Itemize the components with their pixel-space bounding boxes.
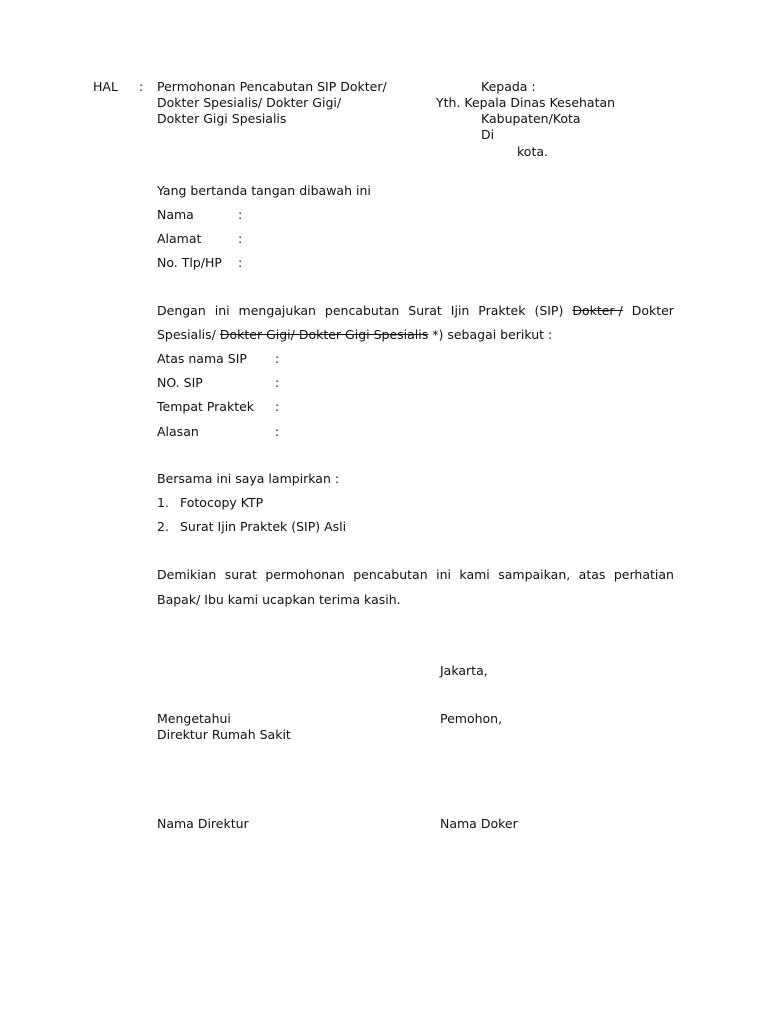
request-word: Surat — [408, 303, 442, 318]
recipient-di: Di — [481, 127, 495, 142]
closing-word: Demikian — [157, 567, 217, 582]
identity-colon-alamat: : — [238, 231, 243, 246]
identity-label-telp: No. Tlp/HP — [157, 255, 222, 270]
signature-left-title-2: Direktur Rumah Sakit — [157, 727, 291, 742]
request-word: pencabutan — [324, 303, 400, 318]
request-word: (SIP) — [534, 303, 564, 318]
recipient-kepada: Kepada : — [481, 79, 536, 94]
closing-word: perhatian — [613, 567, 674, 582]
closing-word: kami — [459, 567, 490, 582]
sip-colon-no: : — [275, 375, 280, 390]
signature-left-title-1: Mengetahui — [157, 711, 231, 726]
request-word: Ijin — [450, 303, 470, 318]
request-line2-start: Spesialis/ — [157, 327, 216, 342]
attachments-intro: Bersama ini saya lampirkan : — [157, 471, 340, 486]
attachment-item: Fotocopy KTP — [180, 495, 264, 510]
recipient-kota: kota. — [517, 144, 548, 159]
request-struck-option: Dokter / — [572, 303, 623, 318]
closing-word: sampaikan, — [498, 567, 571, 582]
recipient-yth: Yth. Kepala Dinas Kesehatan — [436, 95, 616, 110]
attachment-item: Surat Ijin Praktek (SIP) Asli — [180, 519, 347, 534]
sip-label-tempat: Tempat Praktek — [157, 399, 255, 414]
identity-label-nama: Nama — [157, 207, 194, 222]
sip-label-alasan: Alasan — [157, 424, 199, 439]
attachment-number: 1. — [157, 495, 169, 510]
sip-colon-alasan: : — [275, 424, 280, 439]
sip-label-no: NO. SIP — [157, 375, 203, 390]
request-word: Dengan — [157, 303, 206, 318]
sip-label-atas-nama: Atas nama SIP — [157, 351, 247, 366]
request-word: Praktek — [478, 303, 526, 318]
signature-right-name: Nama Doker — [440, 816, 518, 831]
identity-colon-telp: : — [238, 255, 243, 270]
identity-label-alamat: Alamat — [157, 231, 202, 246]
subject-line-2: Dokter Spesialis/ Dokter Gigi/ — [157, 95, 342, 110]
request-line2-end: *) sebagai berikut : — [432, 327, 553, 342]
request-line-1 — [157, 303, 674, 319]
closing-word: ini — [436, 567, 451, 582]
signature-place: Jakarta, — [440, 663, 488, 678]
request-line-2 — [157, 327, 552, 343]
recipient-kabupaten: Kabupaten/Kota — [481, 111, 581, 126]
identity-colon-nama: : — [238, 207, 243, 222]
request-word: Dokter — [631, 303, 674, 318]
closing-word: pencabutan — [353, 567, 428, 582]
closing-line-2: Bapak/ Ibu kami ucapkan terima kasih. — [157, 592, 401, 607]
subject-line-1: Permohonan Pencabutan SIP Dokter/ — [157, 79, 387, 94]
subject-line-3: Dokter Gigi Spesialis — [157, 111, 287, 126]
closing-word: permohonan — [265, 567, 345, 582]
request-struck-options: Dokter Gigi/ Dokter Gigi Spesialis — [219, 327, 429, 342]
signature-left-name: Nama Direktur — [157, 816, 249, 831]
request-word: ini — [214, 303, 230, 318]
hal-label: HAL — [93, 79, 118, 94]
request-word: mengajukan — [238, 303, 316, 318]
closing-word: surat — [224, 567, 257, 582]
attachment-number: 2. — [157, 519, 169, 534]
sip-colon-tempat: : — [275, 399, 280, 414]
signature-right-title: Pemohon, — [440, 711, 503, 726]
intro-text: Yang bertanda tangan dibawah ini — [157, 183, 371, 198]
closing-line-1 — [157, 567, 674, 583]
closing-word: atas — [578, 567, 606, 582]
hal-colon: : — [139, 79, 144, 94]
sip-colon-atas-nama: : — [275, 351, 280, 366]
